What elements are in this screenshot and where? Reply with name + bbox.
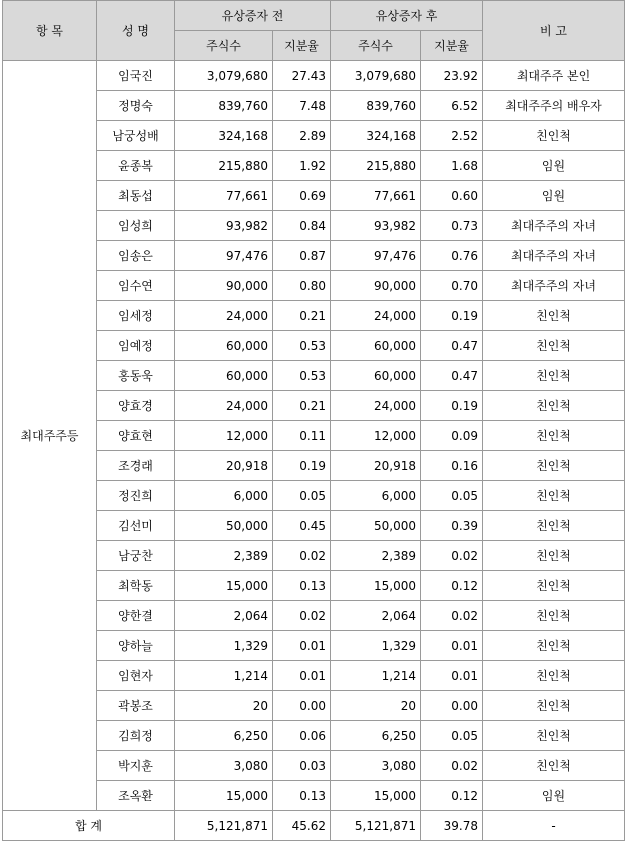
cell-name: 정명숙	[97, 91, 175, 121]
cell-note: 친인척	[483, 391, 625, 421]
cell-note: 최대주주의 자녀	[483, 271, 625, 301]
cell-shares-before: 24,000	[175, 391, 273, 421]
table-row	[3, 61, 625, 91]
cell-ratio-after: 0.12	[421, 571, 483, 601]
cell-ratio-before: 0.87	[273, 241, 331, 271]
cell-ratio-after: 0.05	[421, 481, 483, 511]
cell-note: 친인척	[483, 451, 625, 481]
cell-ratio-before: 0.53	[273, 361, 331, 391]
cell-shares-after: 324,168	[331, 121, 421, 151]
cell-name: 홍동욱	[97, 361, 175, 391]
cell-note: 친인척	[483, 631, 625, 661]
cell-note: 친인척	[483, 511, 625, 541]
cell-shares-before: 15,000	[175, 781, 273, 811]
cell-shares-after: 2,064	[331, 601, 421, 631]
cell-shares-after: 77,661	[331, 181, 421, 211]
cell-name: 양하늘	[97, 631, 175, 661]
cell-shares-before: 24,000	[175, 301, 273, 331]
cell-name: 김선미	[97, 511, 175, 541]
cell-shares-before: 2,064	[175, 601, 273, 631]
cell-shares-before: 60,000	[175, 361, 273, 391]
table-row	[3, 271, 625, 301]
cell-note: 친인척	[483, 601, 625, 631]
cell-name: 박지훈	[97, 751, 175, 781]
cell-ratio-before: 0.01	[273, 631, 331, 661]
cell-shares-after: 1,329	[331, 631, 421, 661]
cell-note: 친인척	[483, 661, 625, 691]
cell-shares-after: 50,000	[331, 511, 421, 541]
shareholder-table	[2, 0, 625, 841]
cell-ratio-after: 0.02	[421, 751, 483, 781]
cell-name: 양한결	[97, 601, 175, 631]
cell-shares-after: 12,000	[331, 421, 421, 451]
table-row	[3, 211, 625, 241]
table-row	[3, 91, 625, 121]
cell-shares-after: 15,000	[331, 781, 421, 811]
cell-shares-before: 839,760	[175, 91, 273, 121]
cell-note: 최대주주의 자녀	[483, 211, 625, 241]
header-after: 유상증자 후	[331, 1, 483, 31]
table-row	[3, 691, 625, 721]
cell-shares-before: 6,000	[175, 481, 273, 511]
cell-shares-after: 90,000	[331, 271, 421, 301]
cell-shares-before: 1,214	[175, 661, 273, 691]
table-row	[3, 421, 625, 451]
table-row	[3, 151, 625, 181]
total-shares-after: 5,121,871	[331, 811, 421, 841]
header-before: 유상증자 전	[175, 1, 331, 31]
total-ratio-after: 39.78	[421, 811, 483, 841]
cell-note: 친인척	[483, 301, 625, 331]
cell-name: 남궁찬	[97, 541, 175, 571]
cell-shares-after: 20	[331, 691, 421, 721]
cell-ratio-after: 0.19	[421, 391, 483, 421]
cell-note: 친인척	[483, 121, 625, 151]
cell-shares-before: 15,000	[175, 571, 273, 601]
cell-ratio-before: 0.03	[273, 751, 331, 781]
cell-shares-before: 215,880	[175, 151, 273, 181]
cell-ratio-before: 0.02	[273, 541, 331, 571]
cell-ratio-before: 0.00	[273, 691, 331, 721]
cell-ratio-after: 0.02	[421, 541, 483, 571]
cell-ratio-before: 0.45	[273, 511, 331, 541]
total-row	[3, 811, 625, 841]
cell-shares-after: 839,760	[331, 91, 421, 121]
cell-name: 최동섭	[97, 181, 175, 211]
cell-ratio-before: 0.21	[273, 391, 331, 421]
cell-ratio-before: 0.53	[273, 331, 331, 361]
table-body	[3, 61, 625, 811]
cell-name: 조경래	[97, 451, 175, 481]
cell-note: 임원	[483, 181, 625, 211]
cell-ratio-after: 0.05	[421, 721, 483, 751]
cell-shares-after: 20,918	[331, 451, 421, 481]
header-ratio-before: 지분율	[273, 31, 331, 61]
cell-ratio-after: 6.52	[421, 91, 483, 121]
cell-name: 양효경	[97, 391, 175, 421]
cell-shares-after: 97,476	[331, 241, 421, 271]
table-row	[3, 661, 625, 691]
table-row	[3, 511, 625, 541]
cell-shares-after: 6,000	[331, 481, 421, 511]
cell-shares-after: 93,982	[331, 211, 421, 241]
cell-name: 남궁성배	[97, 121, 175, 151]
cell-shares-before: 1,329	[175, 631, 273, 661]
table-row	[3, 451, 625, 481]
cell-shares-before: 20,918	[175, 451, 273, 481]
cell-name: 임성희	[97, 211, 175, 241]
cell-note: 친인척	[483, 571, 625, 601]
cell-ratio-before: 0.06	[273, 721, 331, 751]
cell-name: 곽봉조	[97, 691, 175, 721]
cell-ratio-before: 7.48	[273, 91, 331, 121]
cell-shares-after: 2,389	[331, 541, 421, 571]
table-row	[3, 331, 625, 361]
cell-ratio-after: 0.02	[421, 601, 483, 631]
cell-shares-before: 3,080	[175, 751, 273, 781]
cell-name: 임예정	[97, 331, 175, 361]
cell-shares-before: 90,000	[175, 271, 273, 301]
table-row	[3, 601, 625, 631]
cell-shares-after: 6,250	[331, 721, 421, 751]
header-note: 비 고	[483, 1, 625, 61]
cell-ratio-after: 0.73	[421, 211, 483, 241]
cell-ratio-before: 0.21	[273, 301, 331, 331]
cell-ratio-after: 0.16	[421, 451, 483, 481]
cell-ratio-before: 0.19	[273, 451, 331, 481]
cell-note: 최대주주의 배우자	[483, 91, 625, 121]
cell-ratio-after: 2.52	[421, 121, 483, 151]
cell-ratio-after: 0.47	[421, 361, 483, 391]
table-row	[3, 751, 625, 781]
cell-note: 임원	[483, 151, 625, 181]
cell-shares-after: 3,079,680	[331, 61, 421, 91]
cell-shares-before: 93,982	[175, 211, 273, 241]
table-row	[3, 721, 625, 751]
cell-note: 친인척	[483, 751, 625, 781]
cell-ratio-before: 0.13	[273, 781, 331, 811]
cell-shares-after: 3,080	[331, 751, 421, 781]
table-row	[3, 631, 625, 661]
cell-note: 친인척	[483, 331, 625, 361]
cell-shares-after: 24,000	[331, 391, 421, 421]
cell-name: 임세정	[97, 301, 175, 331]
cell-ratio-after: 1.68	[421, 151, 483, 181]
cell-ratio-before: 0.13	[273, 571, 331, 601]
cell-ratio-before: 2.89	[273, 121, 331, 151]
cell-note: 친인척	[483, 721, 625, 751]
cell-shares-before: 324,168	[175, 121, 273, 151]
table-row	[3, 181, 625, 211]
cell-name: 양효현	[97, 421, 175, 451]
cell-note: 친인척	[483, 361, 625, 391]
header-ratio-after: 지분율	[421, 31, 483, 61]
header-item: 항 목	[3, 1, 97, 61]
cell-ratio-after: 0.47	[421, 331, 483, 361]
header-shares-before: 주식수	[175, 31, 273, 61]
header-shares-after: 주식수	[331, 31, 421, 61]
cell-shares-before: 97,476	[175, 241, 273, 271]
cell-note: 친인척	[483, 541, 625, 571]
cell-shares-before: 12,000	[175, 421, 273, 451]
cell-ratio-after: 0.39	[421, 511, 483, 541]
cell-note: 친인척	[483, 691, 625, 721]
cell-ratio-before: 0.80	[273, 271, 331, 301]
cell-name: 김희정	[97, 721, 175, 751]
table-row	[3, 781, 625, 811]
cell-ratio-after: 23.92	[421, 61, 483, 91]
cell-ratio-after: 0.19	[421, 301, 483, 331]
cell-name: 조옥환	[97, 781, 175, 811]
cell-name: 임송은	[97, 241, 175, 271]
cell-shares-after: 1,214	[331, 661, 421, 691]
cell-ratio-after: 0.01	[421, 631, 483, 661]
cell-shares-after: 15,000	[331, 571, 421, 601]
cell-name: 임국진	[97, 61, 175, 91]
cell-name: 정진희	[97, 481, 175, 511]
cell-shares-after: 215,880	[331, 151, 421, 181]
cell-shares-after: 24,000	[331, 301, 421, 331]
cell-ratio-after: 0.12	[421, 781, 483, 811]
cell-ratio-after: 0.09	[421, 421, 483, 451]
cell-name: 임수연	[97, 271, 175, 301]
cell-note: 최대주주 본인	[483, 61, 625, 91]
cell-note: 임원	[483, 781, 625, 811]
cell-name: 최학동	[97, 571, 175, 601]
table-row	[3, 361, 625, 391]
cell-shares-before: 3,079,680	[175, 61, 273, 91]
cell-shares-before: 77,661	[175, 181, 273, 211]
total-ratio-before: 45.62	[273, 811, 331, 841]
cell-ratio-before: 1.92	[273, 151, 331, 181]
table-row	[3, 301, 625, 331]
cell-ratio-before: 0.05	[273, 481, 331, 511]
cell-ratio-before: 0.84	[273, 211, 331, 241]
cell-shares-before: 20	[175, 691, 273, 721]
total-label: 합 계	[3, 811, 175, 841]
header-name: 성 명	[97, 1, 175, 61]
table-row	[3, 241, 625, 271]
cell-note: 친인척	[483, 481, 625, 511]
cell-name: 윤종복	[97, 151, 175, 181]
total-shares-before: 5,121,871	[175, 811, 273, 841]
table-row	[3, 571, 625, 601]
cell-shares-before: 50,000	[175, 511, 273, 541]
cell-ratio-after: 0.01	[421, 661, 483, 691]
table-row	[3, 121, 625, 151]
cell-ratio-before: 0.69	[273, 181, 331, 211]
cell-shares-after: 60,000	[331, 331, 421, 361]
table-row	[3, 391, 625, 421]
table-row	[3, 541, 625, 571]
group-label: 최대주주등	[3, 61, 97, 811]
total-note: -	[483, 811, 625, 841]
cell-ratio-after: 0.70	[421, 271, 483, 301]
cell-ratio-after: 0.76	[421, 241, 483, 271]
cell-ratio-after: 0.00	[421, 691, 483, 721]
cell-ratio-after: 0.60	[421, 181, 483, 211]
cell-note: 친인척	[483, 421, 625, 451]
cell-ratio-before: 0.01	[273, 661, 331, 691]
cell-shares-before: 6,250	[175, 721, 273, 751]
table-row	[3, 481, 625, 511]
cell-name: 임현자	[97, 661, 175, 691]
cell-ratio-before: 0.11	[273, 421, 331, 451]
cell-shares-before: 2,389	[175, 541, 273, 571]
cell-ratio-before: 0.02	[273, 601, 331, 631]
cell-shares-after: 60,000	[331, 361, 421, 391]
cell-note: 최대주주의 자녀	[483, 241, 625, 271]
cell-shares-before: 60,000	[175, 331, 273, 361]
cell-ratio-before: 27.43	[273, 61, 331, 91]
